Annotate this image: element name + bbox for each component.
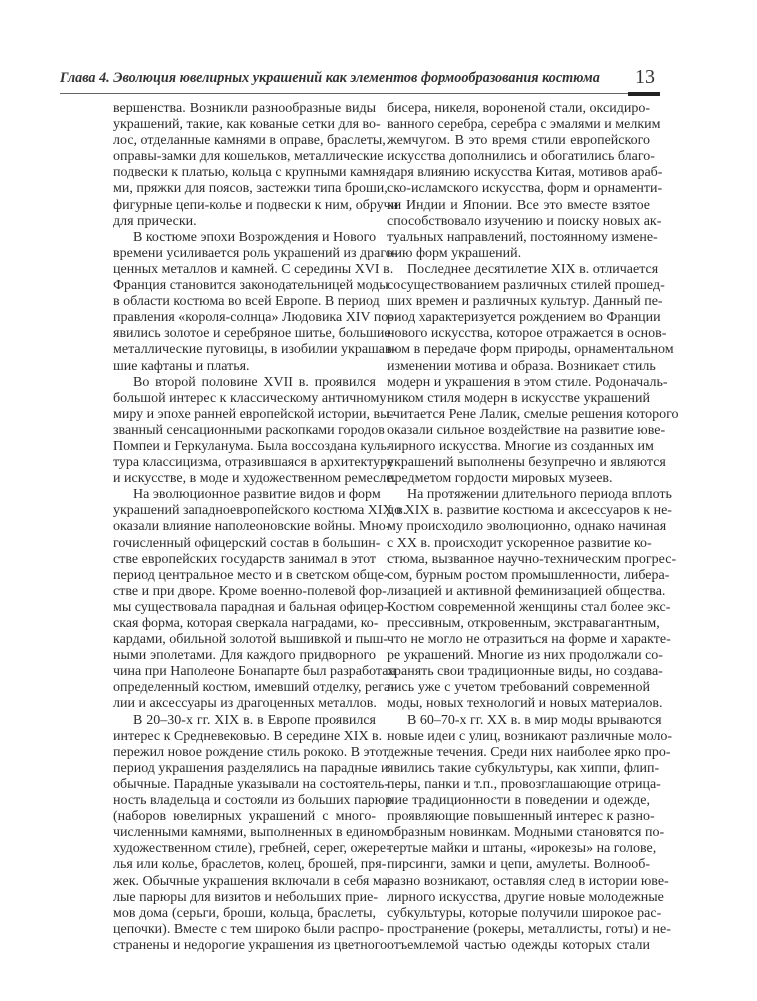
text-line: изменении мотива и образа. Возникает стиль <box>387 358 656 374</box>
text-line: На протяжении длительного периода вплоть <box>407 487 672 503</box>
text-line: Франция становится законодательницей моды <box>113 278 389 294</box>
text-line: искусства дополнились и обогатились благо- <box>387 149 655 165</box>
text-line: тура классицизма, отразившаяся в архитектуре <box>113 455 394 471</box>
text-line: разно возникают, оставляя след в истории юве- <box>387 873 669 889</box>
text-line: чина при Наполеоне Бонапарте был разработан <box>113 664 396 680</box>
text-line: шие кафтаны и платья. <box>113 358 250 374</box>
text-line: Помпеи и Геркуланума. Была воссоздана куль- <box>113 438 392 454</box>
text-line: определенный костюм, имевший отделку, рега- <box>113 680 395 696</box>
text-line: ская форма, которая сверкала наградами, ко- <box>113 616 379 631</box>
paragraph <box>387 261 679 487</box>
text-line: миру и эпохе ранней европейской истории, вы- <box>113 406 395 422</box>
text-line: проявляющие повышенный интерес к разно- <box>387 809 655 825</box>
text-line: ником стиля модерн в искусстве украшений <box>387 390 650 406</box>
text-line: период центральное место и в светском обще- <box>113 567 389 583</box>
paragraph <box>113 374 397 488</box>
text-line: На эволюционное развитие видов и форм <box>133 487 381 503</box>
text-line: субкультуры, которые получили широкое рас- <box>387 905 662 921</box>
text-line: туальных направлений, постоянному измене- <box>387 229 658 245</box>
text-line: до XIX в. развитие костюма и аксессуаров к не- <box>387 503 672 519</box>
page-number: 13 <box>635 66 655 88</box>
text-line: фигурные цепи-колье и подвески к ним, обручи <box>113 197 399 213</box>
text-line: оказали влияние наполеоновские войны. Мно- <box>113 519 391 535</box>
text-line: моды, новых технологий и новых материалов. <box>387 696 663 712</box>
paragraph <box>113 712 393 954</box>
text-column-right <box>387 101 679 954</box>
text-line: ванного серебра, серебра с эмалями и мелким <box>387 117 661 133</box>
text-line: явились такие субкультуры, как хиппи, флип- <box>387 760 660 776</box>
text-line: считается Рене Лалик, смелые решения которого <box>387 406 679 422</box>
text-line: лос, отделанные камнями в оправе, браслеты, <box>113 133 386 149</box>
text-line: лизацией и активной феминизацией общества. <box>387 583 666 599</box>
text-line: жек. Обычные украшения включали в себя ма- <box>113 873 393 889</box>
text-line: стюма, вызванное научно-техническим прогрес- <box>387 551 677 567</box>
text-line: и искусстве, в моде и художественном ремесле. <box>113 471 397 487</box>
text-line: обычные. Парадные указывали на состоятель- <box>113 776 389 792</box>
text-line: лирного искусства. Многие из созданных им <box>387 438 654 454</box>
text-line: для прически. <box>113 213 197 229</box>
text-line: лии и аксессуары из драгоценных металлов. <box>113 696 377 712</box>
text-line: новые идеи с улиц, возникают различные моло- <box>387 728 673 744</box>
text-line: кардами, обильной золотой вышивкой и пыш- <box>113 632 389 648</box>
text-line: ших времен и различных культур. Данный пе- <box>387 294 663 310</box>
text-line: украшений, такие, как кованые сетки для во- <box>113 117 381 133</box>
text-line: ре украшений. Многие из них продолжали со- <box>387 648 663 664</box>
text-line: украшений выполнены безупречно и являются <box>387 455 666 471</box>
text-line: (наборов ювелирных украшений с много- <box>113 809 376 825</box>
text-line: странены и недорогие украшения из цветного <box>113 937 388 953</box>
text-line: отъемлемой частью одежды которых стали <box>387 937 650 953</box>
text-line: сом, бурным ростом промышленности, либера- <box>387 567 670 583</box>
text-line: даря влиянию искусства Китая, мотивов араб- <box>387 165 663 181</box>
text-line: перы, панки и т.п., провозглашающие отрица- <box>387 776 661 792</box>
text-line: стве и при дворе. Кроме военно-полевой фор- <box>113 583 387 599</box>
text-line: лья или колье, браслетов, колец, брошей, пря- <box>113 857 387 873</box>
text-line: оказали сильное воздействие на развитие юве- <box>387 422 666 438</box>
text-line: металлические пуговицы, в изобилии украшав- <box>113 342 397 358</box>
header-rule <box>60 93 660 94</box>
text-line: В 60–70-х гг. XX в. в мир моды врываются <box>407 712 662 728</box>
text-line: подвески к платью, кольца с крупными камня- <box>113 165 391 181</box>
text-line: в области костюма во всей Европе. В период <box>113 294 380 310</box>
text-line: мов дома (серьги, броши, кольца, браслеты, <box>113 905 376 921</box>
text-line: нию форм украшений. <box>387 245 522 261</box>
paragraph <box>387 101 663 262</box>
text-line: численными камнями, выполненных в едином <box>113 825 390 841</box>
text-line: художественном стиле), гребней, серег, ожере- <box>113 841 391 857</box>
text-line: ными эполетами. Для каждого придворного <box>113 648 376 664</box>
text-line: времени усиливается роль украшений из драго- <box>113 245 398 261</box>
paragraph <box>113 487 407 712</box>
text-line: лые парюры для визитов и небольших прие- <box>113 889 379 905</box>
text-line: ность владельца и состояли из больших парюр <box>113 793 393 809</box>
text-line: пространение (рокеры, металлисты, готы) и не- <box>387 921 671 937</box>
text-line: явились золотое и серебряное шитье, большие <box>113 326 391 342</box>
text-line: украшений западноевропейского костюма XIX в. <box>113 503 407 519</box>
text-line: лись уже с учетом требований современной <box>387 680 650 696</box>
text-line: что не могло не отразиться на форме и характе- <box>387 632 671 648</box>
text-line: мы существовала парадная и бальная офицер- <box>113 599 389 615</box>
text-line: ценных металлов и камней. С середины XVI в. <box>113 261 394 277</box>
paragraph <box>113 229 398 375</box>
header-rule-marker <box>628 92 660 96</box>
text-line: В 20–30-х гг. XIX в. в Европе проявился <box>133 712 376 728</box>
text-line: Костюм современной женщины стал более экс- <box>387 599 671 615</box>
text-line: гочисленный офицерский состав в большин- <box>113 535 381 551</box>
text-line: Последнее десятилетие XIX в. отличается <box>407 261 659 277</box>
text-line: тертые майки и штаны, «ирокезы» на голове, <box>387 841 657 857</box>
text-line: му происходило эволюционно, однако начиная <box>387 519 667 535</box>
text-column-left <box>113 101 407 954</box>
text-line: прессивным, откровенным, экстравагантным, <box>387 616 660 631</box>
text-line: дежные течения. Среди них наиболее ярко про- <box>387 744 671 760</box>
text-line: вершенства. Возникли разнообразные виды <box>113 101 376 116</box>
text-line: ми, пряжки для поясов, застежки типа броши, <box>113 181 388 197</box>
paragraph <box>387 487 677 712</box>
text-line: предметом гордости мировых музеев. <box>387 471 613 487</box>
text-line: способствовало изучению и поиску новых ак- <box>387 213 662 229</box>
text-line: пирсинги, замки и цепи, амулеты. Волнооб- <box>387 857 650 873</box>
text-line: модерн и украшения в этом стиле. Родоначаль- <box>387 374 668 390</box>
text-line: риод характеризуется рождением во Франции <box>387 310 661 326</box>
text-line: стве европейских государств занимал в этот <box>113 551 376 567</box>
text-line: правления «короля-солнца» Людовика XIV по- <box>113 310 394 326</box>
text-line: интерес к Средневековью. В середине XIX в. <box>113 728 383 744</box>
text-line: период украшения разделялись на парадные и <box>113 760 389 776</box>
text-line: большой интерес к классическому античному <box>113 390 387 406</box>
text-line: лирного искусства, другие новые молодежные <box>387 889 664 905</box>
running-head: Глава 4. Эволюция ювелирных украшений как элементов формообразования костюма <box>60 70 600 86</box>
text-line: оправы-замки для кошельков, металлические <box>113 149 384 165</box>
text-line: Во второй половине XVII в. проявился <box>133 374 376 390</box>
text-line: ско-исламского искусства, форм и орнаменти- <box>387 181 663 197</box>
text-line: ном в передаче форм природы, орнаментальном <box>387 342 674 358</box>
text-line: нового искусства, которое отражается в основ- <box>387 326 667 342</box>
text-line: с XX в. происходит ускоренное развитие ко- <box>387 535 652 551</box>
text-line: ние традиционности в поведении и одежде, <box>387 793 650 809</box>
text-line: званный сенсационными раскопками городов <box>113 422 385 438</box>
text-line: хранять свои традиционные виды, но создава- <box>387 664 663 680</box>
text-line: бисера, никеля, вороненой стали, оксидиро- <box>387 101 650 116</box>
text-line: В костюме эпохи Возрождения и Нового <box>133 229 377 245</box>
paragraph <box>113 101 399 230</box>
text-line: цепочки). Вместе с тем широко были распро- <box>113 921 384 937</box>
text-line: сосуществованием различных стилей прошед- <box>387 278 665 294</box>
text-line: пережил новое рождение стиль рококо. В этот <box>113 744 389 760</box>
text-line: ки Индии и Японии. Все это вместе взятое <box>387 197 650 213</box>
text-line: образным новинкам. Модными становятся по- <box>387 825 665 841</box>
text-line: жемчугом. В это время стили европейского <box>387 133 650 149</box>
paragraph <box>387 712 673 954</box>
